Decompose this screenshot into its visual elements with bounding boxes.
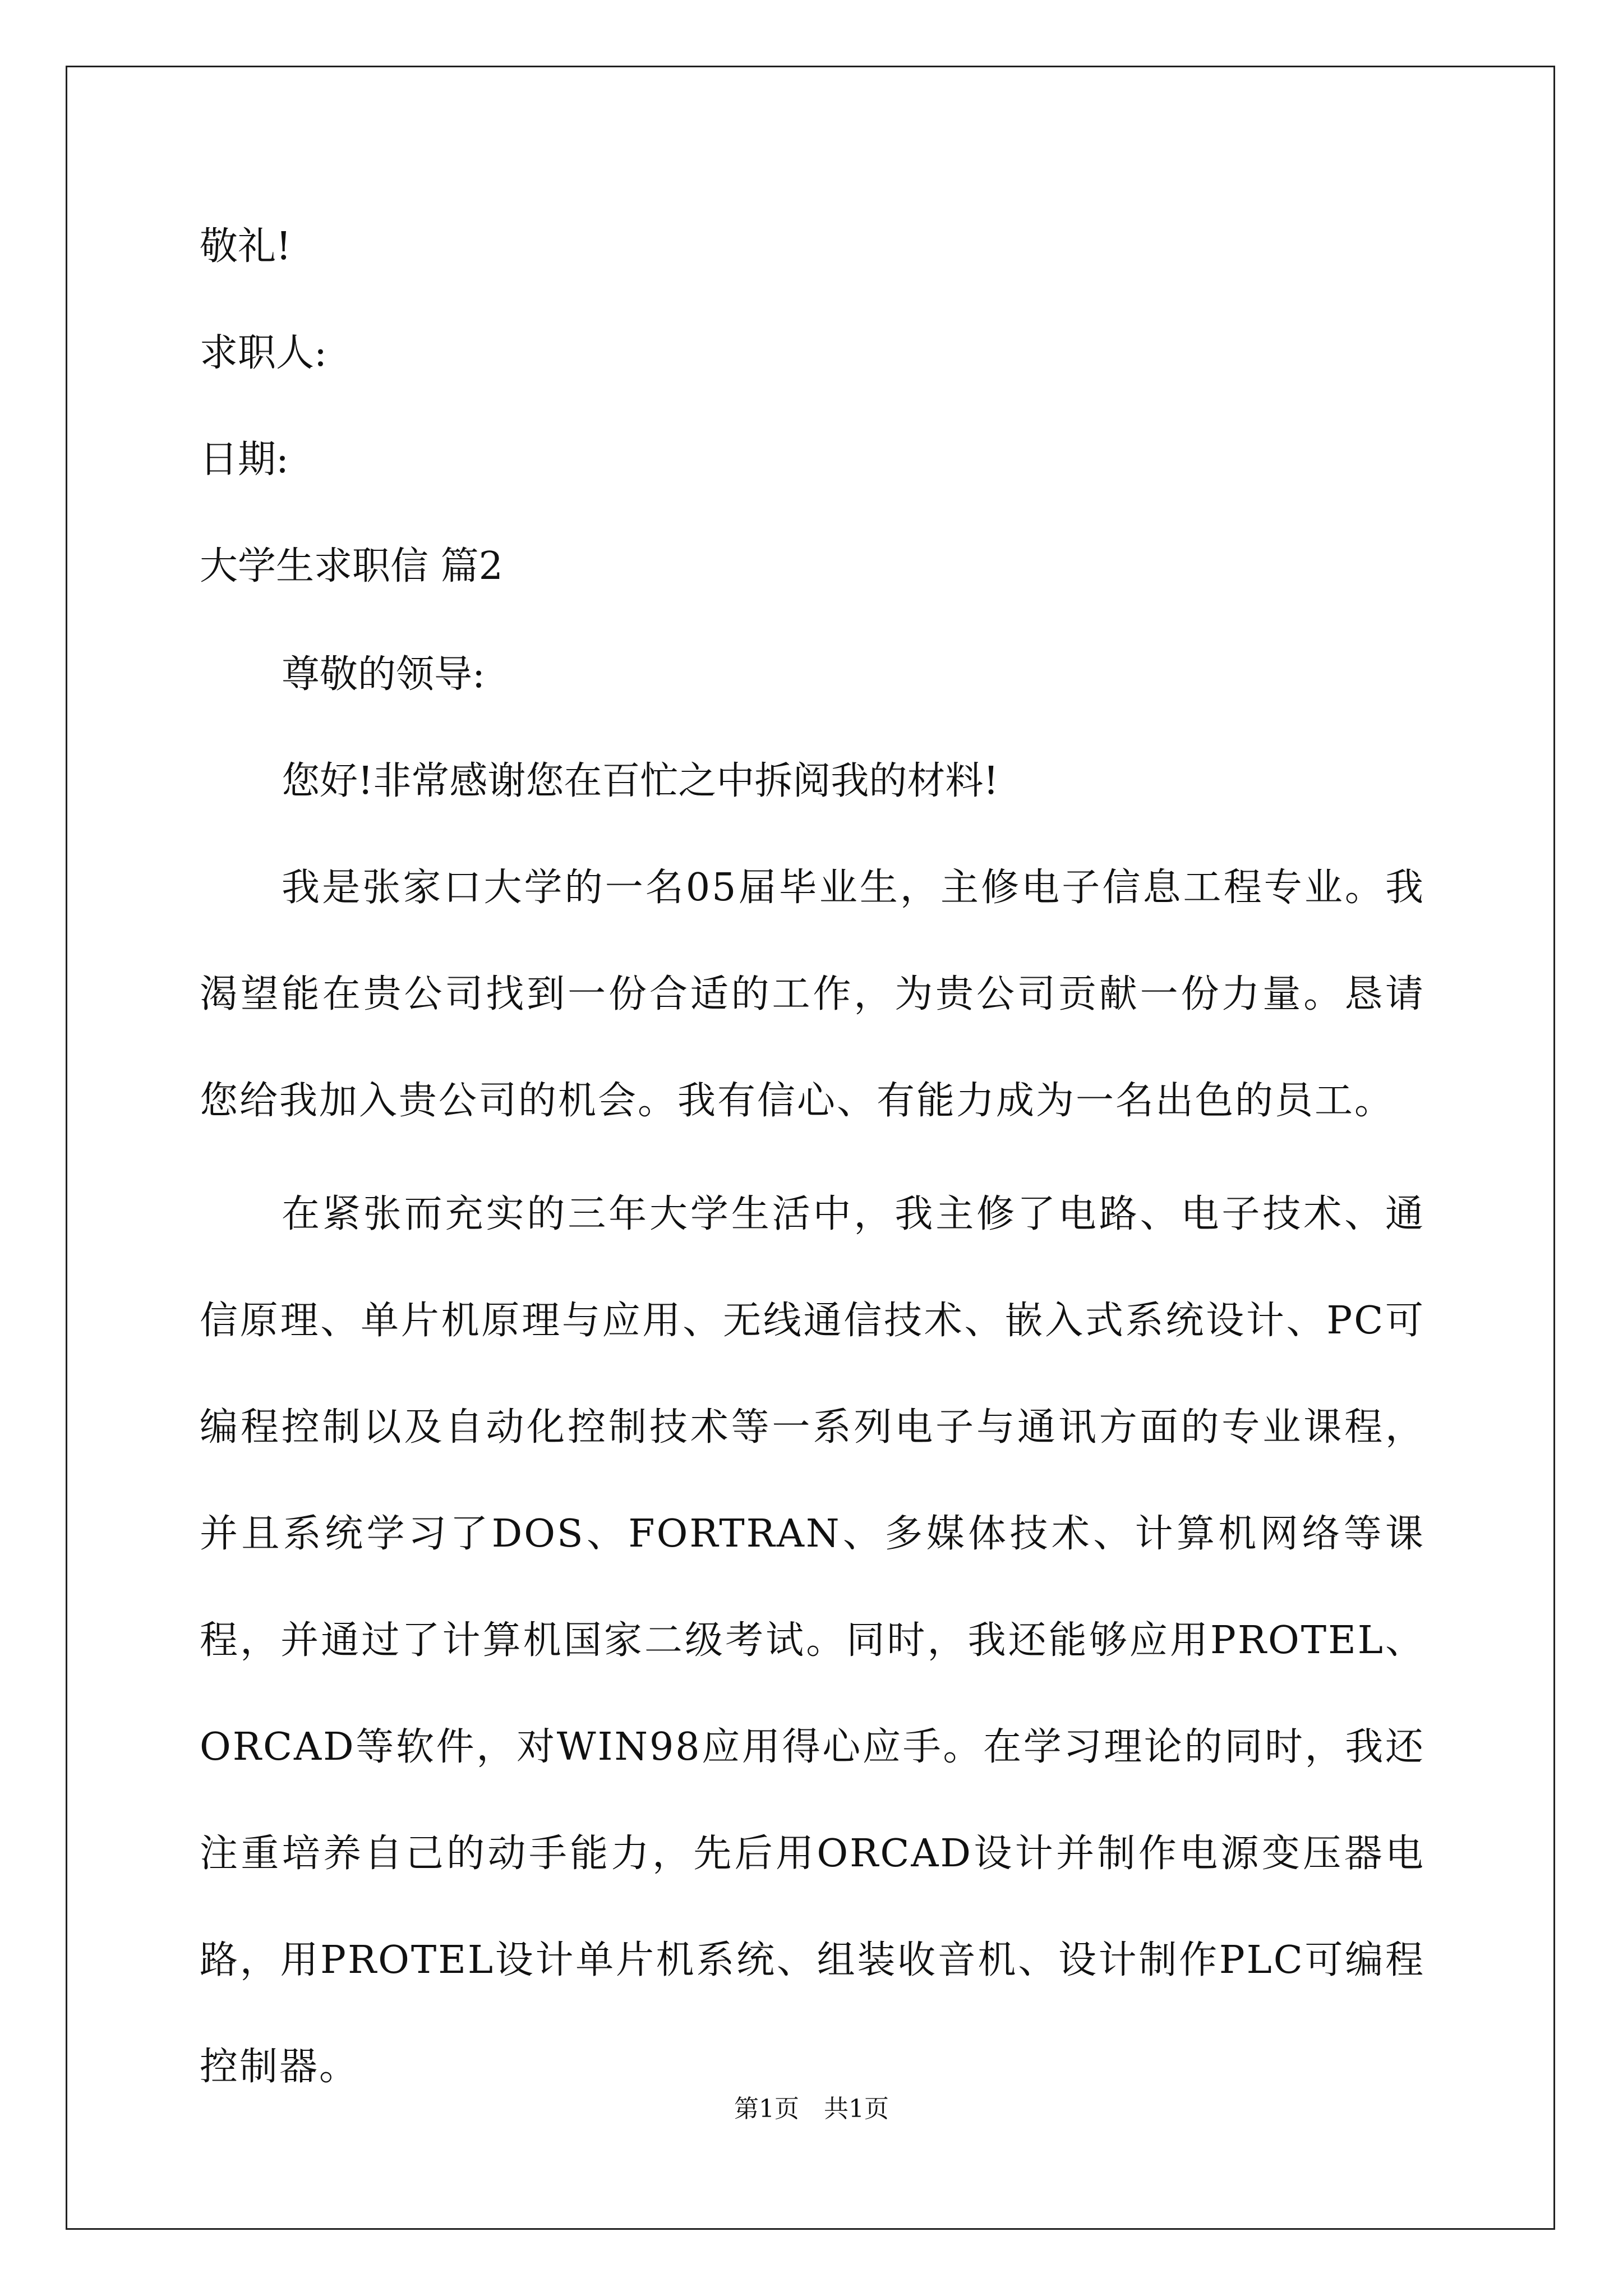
greeting: 您好!非常感谢您在百忙之中拆阅我的材料!	[282, 759, 999, 803]
date-line: 日期:	[200, 438, 289, 482]
applicant-line: 求职人:	[200, 331, 327, 375]
closing-salute: 敬礼!	[200, 224, 292, 269]
section-heading: 大学生求职信 篇2	[200, 544, 503, 588]
paragraph-intro: 我是张家口大学的一名05届毕业生，主修电子信息工程专业。我渴望能在贵公司找到一份合适的工作，为贵公司贡献一份力量。恳请您给我加入贵公司的机会。我有信心、有能力成为一名出色的员工。	[200, 866, 1425, 1123]
document-body	[200, 222, 1425, 2120]
paragraph-studies: 在紧张而充实的三年大学生活中，我主修了电路、电子技术、通信原理、单片机原理与应用、无线通信技术、嵌入式系统设计、PC可编程控制以及自动化控制技术等一系列电子与通讯方面的专业课程，并且系统学习了DOS、FORTRAN、多媒体技术、计算机网络等课程，并通过了计算机国家二级考试。同时，我还能够应用PROTEL、ORCAD等软件，对WIN98应用得心应手。在学习理论的同时，我还注重培养自己的动手能力，先后用ORCAD设计并制作电源变压器电路，用PROTEL设计单片机系统、组装收音机、设计制作PLC可编程控制器。	[200, 1192, 1425, 2089]
page-footer: 第1页 共1页	[734, 2095, 889, 2123]
salutation: 尊敬的领导:	[282, 652, 485, 697]
